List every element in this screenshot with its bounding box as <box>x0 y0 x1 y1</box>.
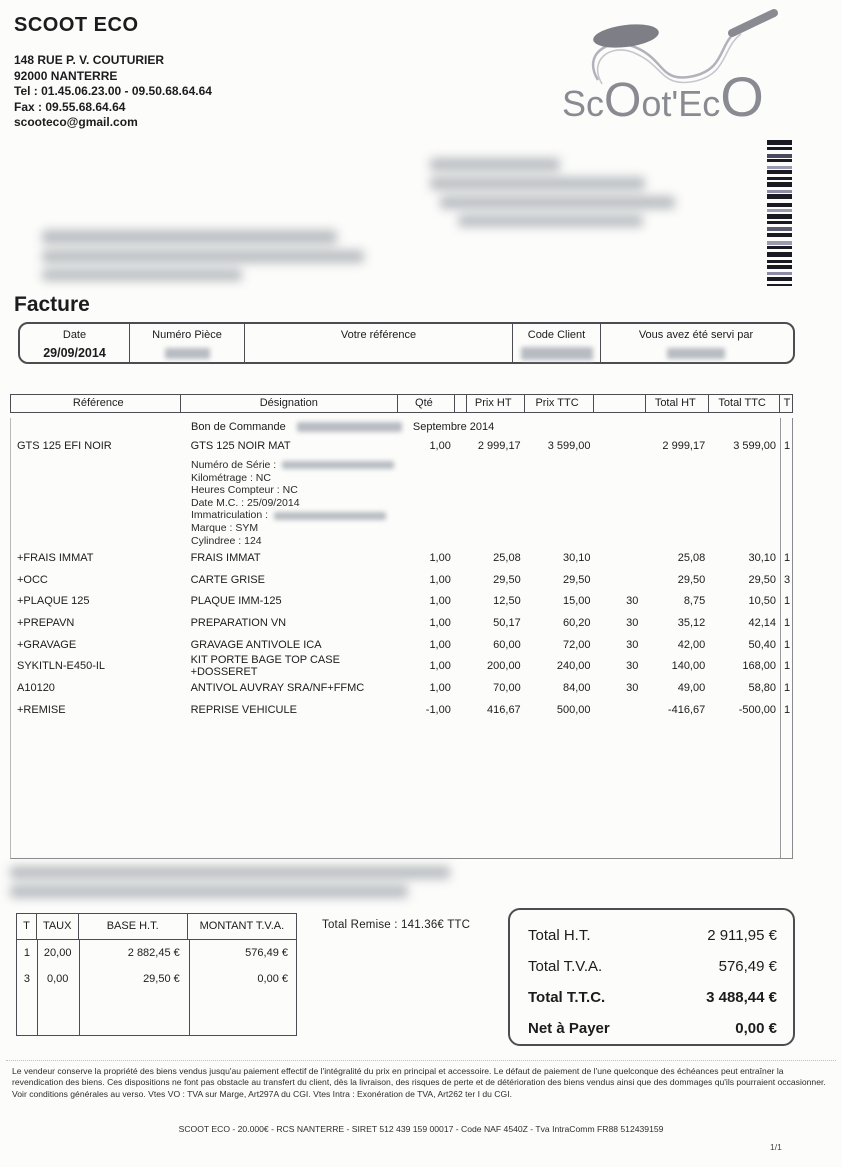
table-row <box>11 569 792 591</box>
order-note-row <box>11 418 792 435</box>
company-name: SCOOT ECO <box>14 14 139 36</box>
logo-text-seg3: ot'Ec <box>641 83 721 124</box>
cell-qty: 1,00 <box>429 595 451 608</box>
cell-t: 1 <box>783 703 791 716</box>
vehicle-detail-line: Numéro de Série : <box>191 459 792 472</box>
items-table <box>10 394 793 859</box>
cell-total-ht: -416,67 <box>667 703 706 716</box>
total-value: 3 488,44 € <box>706 989 777 1006</box>
company-address-line1: 148 RUE P. V. COUTURIER <box>14 53 165 67</box>
info-cell-client <box>513 324 601 362</box>
total-label: Total H.T. <box>528 927 591 944</box>
vehicle-detail-line: Marque : SYM <box>191 521 259 534</box>
cell-reference: SYKITLN-E450-IL <box>17 660 106 673</box>
vehicle-detail-line: Date M.C. : 25/09/2014 <box>191 496 300 509</box>
cell-qty: 1,00 <box>429 440 451 452</box>
client-code-redacted <box>521 347 593 360</box>
page-title: Facture <box>14 293 90 316</box>
cell-reference: +PREPAVN <box>17 616 75 629</box>
cell-designation: REPRISE VEHICULE <box>190 703 297 716</box>
cell-total-ht: 35,12 <box>677 616 706 629</box>
footer-separator <box>6 1060 836 1061</box>
company-address <box>14 53 212 131</box>
logo-text-seg1: Sc <box>562 83 605 124</box>
total-label: Total T.V.A. <box>528 958 603 975</box>
cell-qty: 1,00 <box>429 573 451 586</box>
cell-reference: GTS 125 EFI NOIR <box>17 440 112 452</box>
table-row <box>11 590 792 612</box>
cell-prix-ttc: 84,00 <box>562 681 591 694</box>
cell-reference: +REMISE <box>17 703 66 716</box>
cell-prix-ht: 70,00 <box>493 681 521 694</box>
vat-header-base: BASE H.T. <box>79 914 188 939</box>
vat-cell-base: 29,50 € <box>143 973 180 985</box>
vat-cell-montant: 576,49 € <box>245 947 288 959</box>
company-email: scooteco@gmail.com <box>14 115 138 129</box>
vat-header-t: T <box>17 914 37 939</box>
info-cell-reference <box>245 324 513 362</box>
cell-designation: PREPARATION VN <box>190 616 287 629</box>
table-row <box>11 547 792 569</box>
invoice-date: 29/09/2014 <box>43 346 106 360</box>
cell-reference: +FRAIS IMMAT <box>17 551 94 564</box>
vat-table-header <box>17 914 296 940</box>
cell-prix-ttc: 60,20 <box>562 616 591 629</box>
piece-number-redacted <box>165 348 210 359</box>
total-row <box>528 920 777 951</box>
order-number-redacted <box>297 422 402 432</box>
cell-t: 1 <box>783 551 791 564</box>
cell-qty: 1,00 <box>429 660 451 673</box>
customer-address-redacted <box>430 158 675 233</box>
cell-total-ttc: 3 599,00 <box>733 440 777 452</box>
total-label: Total T.T.C. <box>528 989 606 1006</box>
col-header-total-ht: Total HT <box>646 395 709 412</box>
cell-remise: 30 <box>626 616 639 629</box>
col-header-designation: Désignation <box>181 395 398 412</box>
invoice-info-table <box>18 322 795 364</box>
items-table-header <box>10 394 793 413</box>
left-redacted-block <box>42 230 364 287</box>
col-header-prix-ht: Prix HT <box>467 395 525 412</box>
cell-remise: 30 <box>626 638 639 651</box>
info-header-client: Code Client <box>527 329 586 341</box>
company-address-line2: 92000 NANTERRE <box>14 68 118 83</box>
info-cell-served-by <box>601 324 791 362</box>
cell-prix-ttc: 72,00 <box>562 638 591 651</box>
cell-designation: ANTIVOL AUVRAY SRA/NF+FFMC <box>190 681 365 694</box>
col-header-spacer1 <box>455 395 467 412</box>
cell-qty: -1,00 <box>425 703 451 716</box>
cell-total-ht: 140,00 <box>671 660 706 673</box>
vat-row <box>17 940 296 966</box>
bottom-redacted-block <box>10 866 450 904</box>
vehicle-detail-line: Immatriculation : <box>191 509 792 522</box>
table-row <box>11 677 792 699</box>
cell-t: 1 <box>783 595 791 608</box>
cell-total-ht: 49,00 <box>677 681 706 694</box>
vat-header-taux: TAUX <box>37 914 79 939</box>
cell-t: 1 <box>783 681 791 694</box>
info-cell-date <box>20 324 130 362</box>
logo-text-seg2: O <box>604 74 642 127</box>
logo-text-seg4: O <box>720 65 764 128</box>
table-row <box>11 699 792 721</box>
vat-header-montant: MONTANT T.V.A. <box>199 920 285 932</box>
table-row <box>11 634 792 656</box>
company-header <box>14 14 212 131</box>
info-header-served-by: Vous avez été servi par <box>638 329 754 341</box>
cell-t: 1 <box>783 638 791 651</box>
cell-reference: +PLAQUE 125 <box>17 595 90 608</box>
vat-rows <box>17 940 296 992</box>
cell-designation: GRAVAGE ANTIVOLE ICA <box>190 638 322 651</box>
total-value: 0,00 € <box>735 1020 777 1037</box>
vat-table <box>16 913 297 1036</box>
table-row-vehicle <box>11 435 792 457</box>
cell-remise: 30 <box>626 660 639 673</box>
total-remise-note: Total Remise : 141.36€ TTC <box>322 919 471 931</box>
vat-cell-taux: 20,00 <box>43 947 72 959</box>
cell-prix-ht: 2 999,17 <box>477 440 521 452</box>
cell-qty: 1,00 <box>429 616 451 629</box>
items-table-body <box>10 418 793 859</box>
served-by-redacted <box>667 348 725 359</box>
vat-cell-t: 3 <box>23 973 30 985</box>
vat-row <box>17 966 296 992</box>
vat-cell-t: 1 <box>23 947 30 959</box>
cell-total-ttc: 30,10 <box>748 551 777 564</box>
cell-total-ht: 25,08 <box>677 551 706 564</box>
scooter-logo-icon <box>560 2 795 130</box>
cell-prix-ttc: 30,10 <box>562 551 591 564</box>
cell-prix-ttc: 500,00 <box>556 703 591 716</box>
info-cell-piece <box>130 324 245 362</box>
cell-total-ttc: 10,50 <box>748 595 777 608</box>
cell-qty: 1,00 <box>429 638 451 651</box>
barcode <box>767 140 792 292</box>
info-header-piece: Numéro Pièce <box>152 329 222 341</box>
table-row <box>11 612 792 634</box>
cell-total-ttc: 168,00 <box>742 660 777 673</box>
order-note-suffix: Septembre 2014 <box>412 420 495 433</box>
cell-designation: FRAIS IMMAT <box>190 551 261 564</box>
vehicle-detail-line: Heures Compteur : NC <box>191 484 298 497</box>
total-value: 2 911,95 € <box>707 927 777 944</box>
cell-prix-ht: 12,50 <box>493 595 521 608</box>
col-header-qty: Qté <box>398 395 455 412</box>
cell-remise: 30 <box>626 681 639 694</box>
cell-reference: +GRAVAGE <box>17 638 77 651</box>
vehicle-detail-line: Cylindree : 124 <box>191 534 262 547</box>
cell-total-ttc: -500,00 <box>738 703 777 716</box>
totals-box <box>508 908 795 1046</box>
info-header-reference: Votre référence <box>340 329 417 341</box>
cell-prix-ht: 200,00 <box>487 660 521 673</box>
total-row <box>528 982 777 1013</box>
t-column-divider <box>780 418 781 858</box>
vat-cell-taux: 0,00 <box>46 973 69 985</box>
fee-rows <box>11 547 792 721</box>
cell-qty: 1,00 <box>429 551 451 564</box>
col-header-t: T <box>783 397 791 409</box>
cell-qty: 1,00 <box>429 681 451 694</box>
cell-prix-ht: 60,00 <box>493 638 521 651</box>
vehicle-detail-line: Kilométrage : NC <box>191 471 271 484</box>
cell-remise: 30 <box>626 595 639 608</box>
cell-total-ttc: 42,14 <box>748 616 777 629</box>
cell-designation: CARTE GRISE <box>190 573 265 586</box>
cell-prix-ttc: 15,00 <box>562 595 591 608</box>
cell-total-ht: 8,75 <box>683 595 706 608</box>
cell-reference: A10120 <box>17 681 55 694</box>
cell-total-ht: 2 999,17 <box>662 440 706 452</box>
cell-prix-ht: 29,50 <box>493 573 521 586</box>
cell-prix-ht: 50,17 <box>493 616 521 629</box>
cell-total-ttc: 58,80 <box>748 681 777 694</box>
page-number: 1/1 <box>770 1142 782 1152</box>
table-row <box>11 655 792 677</box>
info-header-date: Date <box>62 329 87 341</box>
company-registration-footer: SCOOT ECO - 20.000€ - RCS NANTERRE - SIRET 512 439 159 00017 - Code NAF 4540Z - Tva IntraComm FR88 512439159 <box>178 1124 664 1134</box>
col-header-reference: Référence <box>11 395 181 412</box>
cell-total-ht: 42,00 <box>677 638 706 651</box>
company-fax: Fax : 09.55.68.64.64 <box>14 99 126 114</box>
cell-t: 1 <box>783 440 791 452</box>
company-tel: Tel : 01.45.06.23.00 - 09.50.68.64.64 <box>14 84 212 98</box>
cell-t: 1 <box>783 616 791 629</box>
cell-prix-ht: 25,08 <box>493 551 521 564</box>
total-label: Net à Payer <box>528 1020 610 1037</box>
total-value: 576,49 € <box>718 958 777 975</box>
cell-t: 3 <box>783 573 791 586</box>
cell-total-ttc: 29,50 <box>748 573 777 586</box>
legal-text: Le vendeur conserve la propriété des biens vendus jusqu'au paiement effectif de l'intégralité du prix en principal et accessoire. Le défaut de paiement de l'une quelconque des échéances peut entraîner la revendication des biens. Ces dispositions ne font pas obstacle au transfert du client, dès la livraison, des risques de perte et de détérioration des biens vendus ainsi que des dommages qu'ils pourraient occasionner. Voir conditions générales au verso. Vtes VO : TVA sur Marge, Art297A du CGI. Vtes Intra : Exonération de TVA, Art262 ter I du CGI. <box>12 1066 826 1099</box>
cell-prix-ht: 416,67 <box>487 703 521 716</box>
cell-prix-ttc: 29,50 <box>562 573 591 586</box>
cell-designation: PLAQUE IMM-125 <box>190 595 282 608</box>
vat-cell-montant: 0,00 € <box>257 973 288 985</box>
cell-t: 1 <box>783 660 791 673</box>
cell-reference: +OCC <box>17 573 48 586</box>
col-header-remise <box>594 395 646 412</box>
detail-redacted <box>274 512 386 520</box>
cell-designation: KIT PORTE BAGE TOP CASE +DOSSERET <box>190 654 340 679</box>
vat-cell-base: 2 882,45 € <box>127 947 180 959</box>
cell-total-ttc: 50,40 <box>748 638 777 651</box>
total-row <box>528 1013 777 1044</box>
cell-prix-ttc: 3 599,00 <box>547 440 591 452</box>
detail-redacted <box>282 461 394 469</box>
cell-prix-ttc: 240,00 <box>556 660 591 673</box>
cell-total-ht: 29,50 <box>677 573 706 586</box>
vehicle-details <box>191 457 792 547</box>
col-header-total-ttc: Total TTC <box>709 395 780 412</box>
order-note-prefix: Bon de Commande <box>191 420 286 433</box>
cell-designation: GTS 125 NOIR MAT <box>190 440 291 452</box>
col-header-prix-ttc: Prix TTC <box>525 395 595 412</box>
total-row <box>528 951 777 982</box>
